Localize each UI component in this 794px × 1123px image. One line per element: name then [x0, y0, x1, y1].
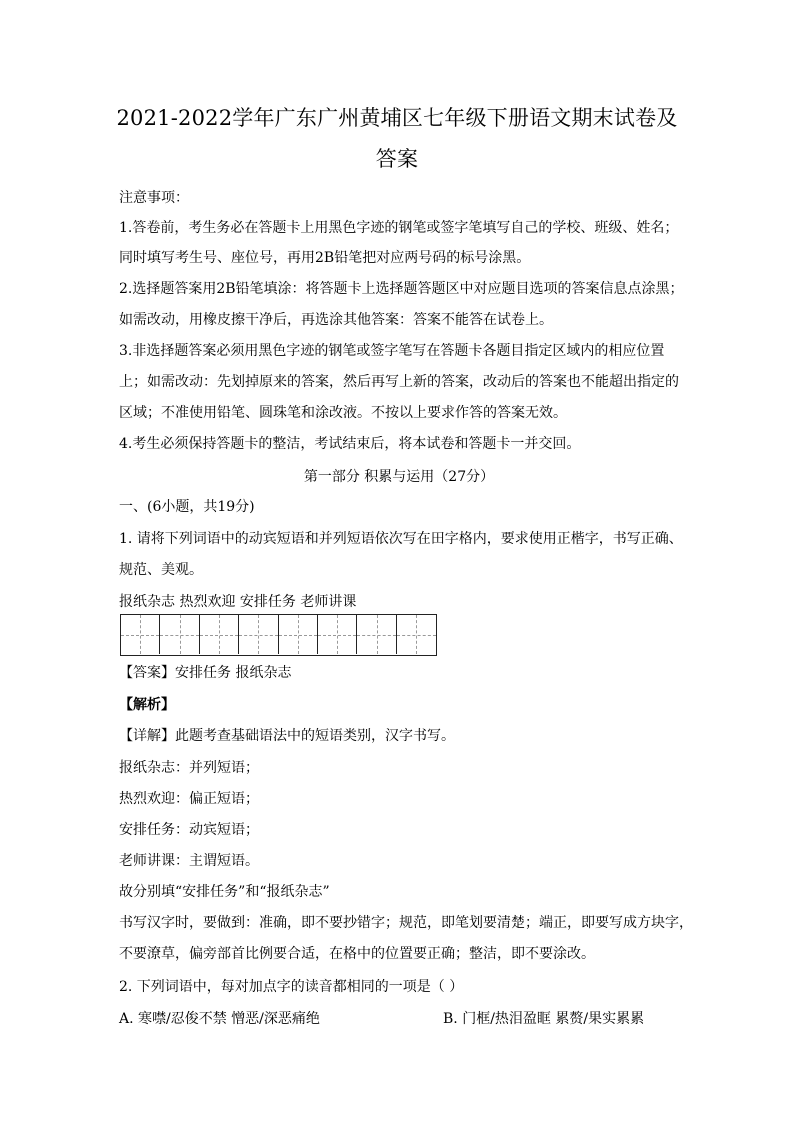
- notice-line: 3.非选择题答案必须用黑色字迹的钢笔或签字笔写在答题卡各题目指定区域内的相应位置: [119, 343, 665, 359]
- detail-item: 故分别填“安排任务”和“报纸杂志”: [119, 884, 330, 900]
- document-title-line1: 2021-2022学年广东广州黄埔区七年级下册语文期末试卷及: [116, 106, 678, 130]
- grid-cell: [200, 615, 239, 654]
- question-2-stem: 2. 下列词语中，每对加点字的读音都相同的一项是（ ）: [119, 979, 464, 995]
- question-2-option-b: B. 门框/热泪盈眶 累赘/果实累累: [443, 1011, 645, 1027]
- grid-cell: [279, 615, 318, 654]
- answer-line: 【答案】安排任务 报纸杂志: [119, 665, 292, 681]
- grid-cell: [239, 615, 278, 654]
- part-heading: 第一部分 积累与运用（27分）: [303, 469, 495, 485]
- analysis-heading: 【解析】: [119, 697, 175, 713]
- notice-line: 区域；不准使用铅笔、圆珠笔和涂改液。不按以上要求作答的答案无效。: [119, 405, 567, 421]
- grid-cell: [397, 615, 436, 654]
- document-title-line2: 答案: [375, 147, 419, 171]
- notice-heading: 注意事项：: [119, 190, 189, 206]
- detail-item: 报纸杂志：并列短语；: [119, 760, 259, 776]
- detail-item: 老师讲课：主谓短语。: [119, 853, 259, 869]
- grid-cell: [121, 615, 160, 654]
- question-1-stem: 规范、美观。: [119, 562, 203, 578]
- grid-cell: [160, 615, 199, 654]
- detail-item: 书写汉字时，要做到：准确，即不要抄错字；规范，即笔划要清楚；端正，即要写成方块字，: [119, 915, 693, 931]
- grid-cell: [318, 615, 357, 654]
- notice-line: 上；如需改动：先划掉原来的答案，然后再写上新的答案，改动后的答案也不能超出指定的: [119, 374, 679, 390]
- tianzige-grid: [120, 614, 437, 656]
- notice-line: 4.考生必须保持答题卡的整洁，考试结束后，将本试卷和答题卡一并交回。: [119, 436, 581, 452]
- section-heading: 一、(6小题，共19分): [119, 499, 255, 515]
- notice-line: 2.选择题答案用2B铅笔填涂：将答题卡上选择题答题区中对应题目选项的答案信息点涂黑；: [119, 281, 684, 297]
- grid-cell: [357, 615, 396, 654]
- detail-item: 安排任务：动宾短语；: [119, 822, 259, 838]
- question-1-words: 报纸杂志 热烈欢迎 安排任务 老师讲课: [119, 594, 357, 610]
- detail-item: 不要潦草，偏旁部首比例要合适，在格中的位置要正确；整洁，即不要涂改。: [119, 946, 595, 962]
- question-2-option-a: A. 寒噤/忍俊不禁 憎恶/深恶痛绝: [119, 1011, 320, 1027]
- notice-line: 同时填写考生号、座位号，再用2B铅笔把对应两号码的标号涂黑。: [119, 250, 531, 266]
- detail-line: 【详解】此题考查基础语法中的短语类别，汉字书写。: [119, 728, 455, 744]
- question-1-stem: 1. 请将下列词语中的动宾短语和并列短语依次写在田字格内，要求使用正楷字，书写正确、: [119, 531, 683, 547]
- notice-line: 1.答卷前，考生务必在答题卡上用黑色字迹的钢笔或签字笔填写自己的学校、班级、姓名；: [119, 220, 679, 236]
- detail-item: 热烈欢迎：偏正短语；: [119, 791, 259, 807]
- notice-line: 如需改动，用橡皮擦干净后，再选涂其他答案：答案不能答在试卷上。: [119, 312, 553, 328]
